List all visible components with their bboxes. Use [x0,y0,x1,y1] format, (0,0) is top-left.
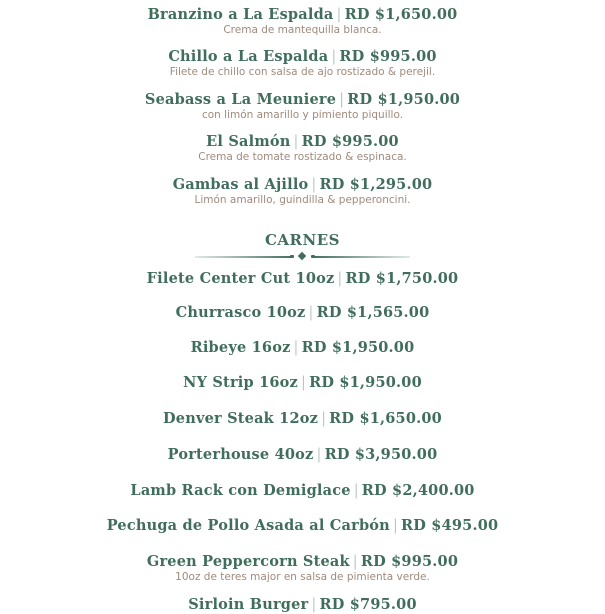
menu-item [0,410,605,428]
divider-line-right [312,256,410,258]
item-title [0,517,605,535]
separator: | [293,134,299,150]
item-price: RD $1,950.00 [301,339,415,356]
item-name: Gambas al Ajillo [172,176,309,193]
item-price: RD $1,950.00 [347,91,461,108]
item-name: NY Strip 16oz [183,374,298,391]
item-description: Crema de tomate rostizado & espinaca. [198,151,407,163]
item-name: El Salmón [206,133,291,150]
item-description: Limón amarillo, guindilla & pepperoncini. [194,194,411,206]
item-title [0,176,605,194]
item-price: RD $1,650.00 [344,6,458,23]
item-name: Chillo a La Espalda [168,48,329,65]
item-name: Denver Steak 12oz [163,410,319,427]
item-title [0,482,605,500]
item-price: RD $1,295.00 [319,176,433,193]
item-name: Green Peppercorn Steak [146,553,350,570]
item-description: 10oz de teres major en salsa de pimienta verde. [175,571,430,583]
item-description: Filete de chillo con salsa de ajo rostizado & perejil. [169,66,436,78]
item-title [0,304,605,322]
separator: | [339,92,345,108]
item-price: RD $3,950.00 [324,446,438,463]
item-price: RD $1,750.00 [345,270,459,287]
item-title [0,374,605,392]
item-price: RD $1,565.00 [316,304,430,321]
separator: | [331,49,337,65]
separator: | [392,518,399,534]
item-name: Seabass a La Meuniere [144,91,337,108]
item-title [0,553,605,571]
item-name: Sirloin Burger [188,596,309,613]
item-title [0,6,605,24]
menu-item [0,48,605,79]
menu-item [0,553,605,584]
item-name: Porterhouse 40oz [167,446,314,463]
separator: | [336,7,342,23]
menu-item [0,91,605,122]
item-title [0,446,605,464]
item-description: Crema de mantequilla blanca. [223,24,382,36]
item-price: RD $1,650.00 [329,410,442,427]
item-name: Filete Center Cut 10oz [146,270,335,287]
item-price: RD $495.00 [401,517,499,534]
section-title: CARNES [264,231,341,249]
menu-item [0,176,605,207]
item-name: Pechuga de Pollo Asada al Carbón [106,517,390,534]
item-name: Branzino a La Espalda [147,6,334,23]
menu-item [0,339,605,357]
menu-item [0,446,605,464]
divider-line-left [195,256,293,258]
separator: | [300,375,307,391]
item-price: RD $995.00 [301,133,399,150]
menu-item [0,304,605,322]
menu-item [0,374,605,392]
item-title [0,91,605,109]
item-description: con limón amarillo y pimiento piquillo. [201,109,404,121]
item-price: RD $995.00 [360,553,459,570]
separator: | [308,305,314,321]
item-title [0,133,605,151]
item-name: Lamb Rack con Demiglace [130,482,351,499]
menu-item [0,270,605,288]
item-price: RD $995.00 [339,48,437,65]
separator: | [353,483,359,499]
menu-item [0,6,605,37]
item-title [0,48,605,66]
separator: | [293,340,299,356]
item-title [0,596,605,614]
menu-item [0,517,605,535]
item-title [0,339,605,357]
separator: | [311,177,317,193]
menu-item [0,133,605,164]
ornamental-divider [195,252,410,262]
item-title [0,410,605,428]
item-price: RD $1,950.00 [309,374,422,391]
diamond-ornament-icon [297,252,305,260]
item-name: Ribeye 16oz [190,339,291,356]
item-price: RD $2,400.00 [361,482,475,499]
separator: | [316,447,322,463]
item-price: RD $795.00 [319,596,417,613]
menu-item [0,596,605,614]
item-name: Churrasco 10oz [175,304,306,321]
separator: | [311,597,317,613]
divider-dot [290,255,294,258]
section-header-carnes [0,231,605,262]
item-title [0,270,605,288]
menu-item [0,482,605,500]
separator: | [337,271,343,287]
separator: | [352,554,358,570]
separator: | [321,411,327,427]
